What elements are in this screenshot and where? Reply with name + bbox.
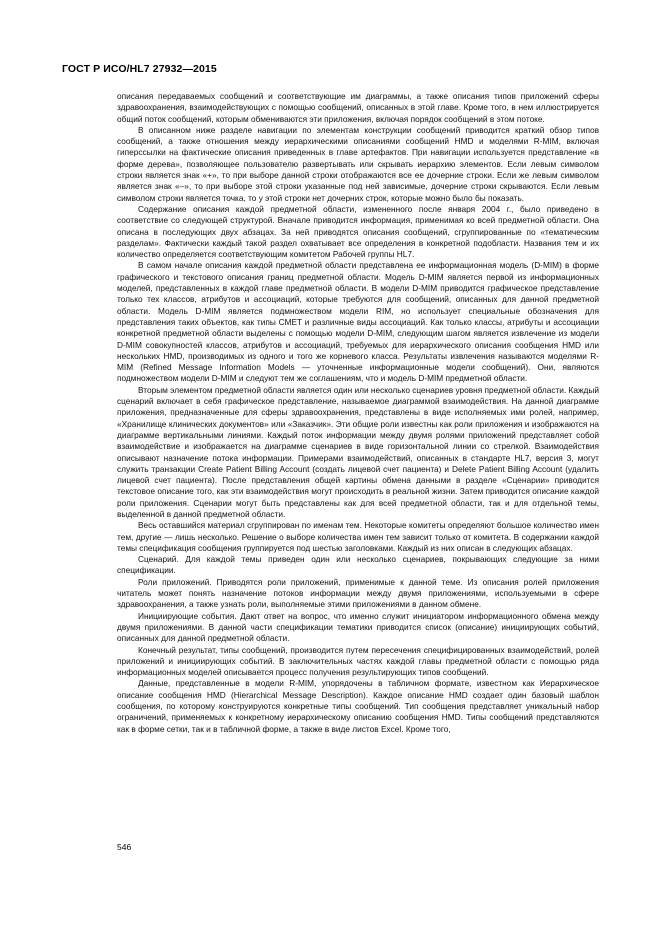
page-number: 546 bbox=[117, 842, 132, 852]
paragraph: Весь оставшийся материал сгруппирован по именам тем. Некоторые комитеты определяют большое количество имен тем, другие — лишь несколько. Решение о выборе количества имен тем зависит только от комитета. В содержании каждой темы спецификация сообщения группируется под шестью заголовками. Каждый из них описан в следующих абзацах. bbox=[117, 520, 599, 553]
paragraph: Роли приложений. Приводятся роли приложений, применимые к данной теме. Из описания ролей приложения читатель может понять назначение потоков информации между двумя приложениями, используемыми в сфере здравоохранения, а также узнать роли, выполняемые этими приложениями в данном обмене. bbox=[117, 576, 599, 610]
paragraph: В описанном ниже разделе навигации по элементам конструкции сообщений приводится краткий обзор типов сообщений, а также отношения между иерархическими описаниями сообщений HMD и моделями R-MIM, включая гиперссылки на фактические описания приведенных в главе артефактов. При навигации используется представление «в форме дерева», позволяющее пользователю развертывать или скрывать иерархию элементов. Если левым символом строки является знак «+», то при выборе данной строки отображаются все ее дочерние строки. Если же левым символом является знак «–», то при выборе этой строки указанные под ней зависимые, дочерние строки скрываются. Если левым символом строки является точка, то у этой строки нет дочерних строк, которые можно было бы показать. bbox=[117, 124, 599, 203]
paragraph: Конечный результат, типы сообщений, производится путем пересечения специфицированных взаимодействий, ролей приложений и инициирующих событий. В заключительных частях каждой главы предметной области с помощью ряда информационных моделей описывается процесс получения результирующих типов сообщений. bbox=[117, 644, 599, 678]
document-body bbox=[117, 91, 599, 735]
paragraph: описания передаваемых сообщений и соответствующие им диаграммы, а также описания типов приложений сферы здравоохранения, взаимодействующих с помощью сообщений, описанных в этой главе. Кроме того, в нем иллюстрируется общий поток сообщений, которым обмениваются эти приложения, включая порядок сообщений в этом потоке. bbox=[117, 91, 599, 124]
paragraph: Вторым элементом предметной области является один или несколько сценариев уровня предметной области. Каждый сценарий включает в себя графическое представление, называемое диаграммой взаимодействия. На данной диаграмме приложения, предназначенные для сферы здравоохранения, представлены в виде исполняемых ими ролей, например, «Хранилище клинических документов» или «Заказчик». Эти общие роли известны как роли приложения и изображаются на диаграмме вертикальными линиями. Каждый поток информации между двумя ролями приложений представляет собой взаимодействие и изображается на диаграмме сценариев в виде горизонтальной линии со стрелкой. Взаимодействия описывают назначение потока информации. Примерами взаимодействий, описанных в стандарте HL7, версия 3, могут служить транзакции Create Patient Billing Account (создать лицевой счет пациента) и Delete Patient Billing Account (удалить лицевой счет пациента). После представления общей картины обмена данными в разделе «Сценарии» приводится текстовое описание того, как эти взаимодействия могут происходить в реальной жизни. Затем приводится описание каждой роли приложения. Сценарии могут быть представлены как для всей предметной области, так и для отдельной темы, выделенной в данной предметной области. bbox=[117, 384, 599, 519]
document-header: ГОСТ Р ИСО/HL7 27932—2015 bbox=[62, 63, 217, 75]
paragraph: В самом начале описания каждой предметной области представлена ее информационная модель (D-MIM) в форме графического и текстового описания границ предметной области. Модель D-MIM является первой из информационных моделей, представленных в каждой главе предметной области. В модели D-MIM приводится графическое представление только тех классов, атрибутов и ассоциаций, которые требуются для сообщений, описанных для данной предметной области. Модель D-MIM является подмножеством модели RIM, но использует специальные обозначения для представления таких объектов, как типы CMET и различные виды ассоциаций. Как только классы, атрибуты и ассоциации конкретной предметной области выделены с помощью модели D-MIM, следующим шагом является извлечение из модели D-MIM совокупностей классов, атрибутов и ассоциаций, требуемых для иерархического описания сообщения HMD или нескольких HMD, производимых из одного и того же корневого класса. Результаты извлечения называются моделями R-MIM (Refined Message Information Models — уточненные информационные модели сообщений). Они, являются подмножеством модели D-MIM и следуют тем же соглашениям, что и модель D-MIM предметной области. bbox=[117, 260, 599, 384]
paragraph: Инициирующие события. Дают ответ на вопрос, что именно служит инициатором информационного обмена между двумя приложениями. В данной части спецификации тематики приводится список (описание) инициирующих событий, описанных для данной предметной области. bbox=[117, 610, 599, 644]
paragraph: Содержание описания каждой предметной области, измененного после января 2004 г., было приведено в соответствие со следующей структурой. Вначале приводится информация, применимая ко всей предметной области. Она описана в последующих двух абзацах. За ней приводятся описания сообщений, сгруппированные по «тематическим разделам». Фактически каждый такой раздел охватывает все определения в конкретной подобласти. Названия тем и их количество определяется соответствующим комитетом Рабочей группы HL7. bbox=[117, 203, 599, 260]
paragraph: Сценарий. Для каждой темы приведен один или несколько сценариев, покрывающих следующие за ними спецификации. bbox=[117, 554, 599, 576]
paragraph: Данные, представленные в модели R-MIM, упорядочены в табличном формате, известном как Иерархическое описание сообщения HMD (Hierarchical Message Description). Каждое описание HMD создает один базовый шаблон сообщения, по которому конструируются конкретные типы сообщений. Тип сообщения представляет уникальный набор ограничений, применяемых к конкретному иерархическому описанию сообщения HMD. Типы сообщений представляются как в форме сетки, так и в табличной форме, а также в виде листов Excel. Кроме того, bbox=[117, 678, 599, 734]
